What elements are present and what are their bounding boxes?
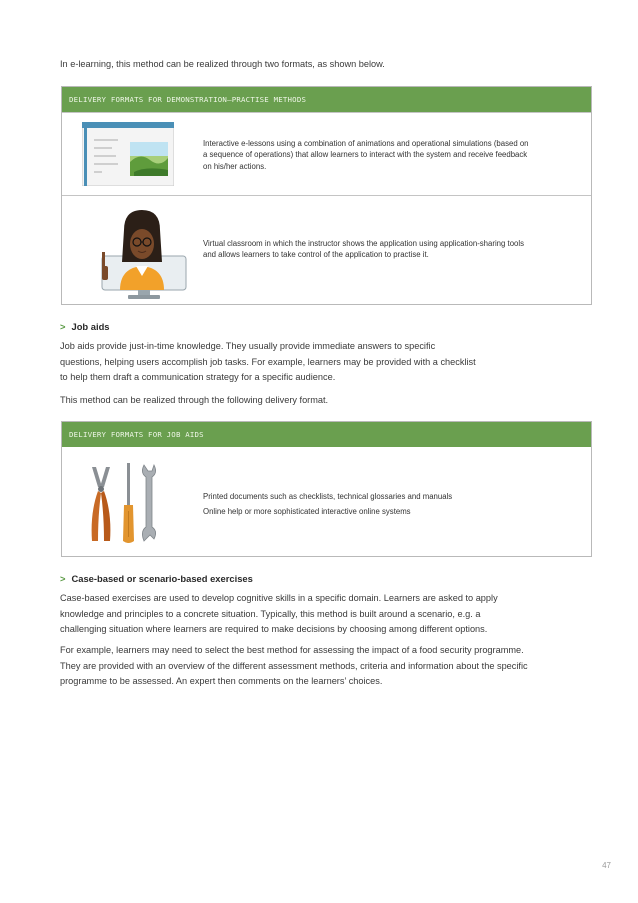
intro-paragraph: In e-learning, this method can be realized through two formats, as shown below. [60, 59, 385, 69]
box-header: DELIVERY FORMATS FOR JOB AIDS [62, 422, 591, 447]
format-row-job-aids [62, 447, 591, 557]
format-row-e-lessons [62, 112, 591, 195]
case-based-paragraph-2: For example, learners may need to select the best method for assessing the impact of a food security programme. They are provided with an overview of the different assessment methods, criteria and information about the specific programme to be assessed. An expert then comments on the learners’ choices. [60, 645, 528, 687]
delivery-formats-job-aids-box [61, 421, 592, 557]
e-lesson-screen-icon [82, 122, 174, 186]
format-text: Virtual classroom in which the instructor shows the application using application-sharing tools and allows learners to take control of the application to practise it. [203, 239, 524, 260]
arrow-icon: > [60, 573, 66, 584]
box-header: DELIVERY FORMATS FOR DEMONSTRATION–PRACTISE METHODS [62, 87, 591, 112]
format-text-printed: Printed documents such as checklists, technical glossaries and manuals [203, 492, 453, 501]
format-text-online: Online help or more sophisticated interactive online systems [203, 507, 411, 516]
section-heading-case-based: > Case-based or scenario-based exercises [60, 573, 253, 584]
arrow-icon: > [60, 321, 66, 332]
format-row-virtual-classroom [62, 195, 591, 306]
page-number: 47 [602, 861, 611, 870]
case-based-paragraph: Case-based exercises are used to develop cognitive skills in a specific domain. Learners are asked to apply knowledge and principles to a concrete situation. Typically, this method is built around a scenario, e.g. a challenging situation where learners are required to make decisions by choosing among different options. [60, 593, 498, 635]
delivery-formats-demo-box [61, 86, 592, 305]
format-text: Interactive e-lessons using a combination of animations and operational simulations (based on a sequence of operations) that allow learners to interact with the system and receive feedback on his/her actions. [203, 139, 529, 171]
job-aids-paragraph: Job aids provide just-in-time knowledge. They usually provide immediate answers to specific questions, helping users accomplish job tasks. For example, learners may be provided with a checklist to help them draft a communication strategy for a specific audience. [60, 341, 476, 383]
instructor-monitor-icon [94, 206, 202, 300]
section-heading-job-aids: > Job aids [60, 321, 110, 332]
job-aids-paragraph-2: This method can be realized through the following delivery format. [60, 395, 329, 405]
tools-icon [84, 461, 168, 545]
